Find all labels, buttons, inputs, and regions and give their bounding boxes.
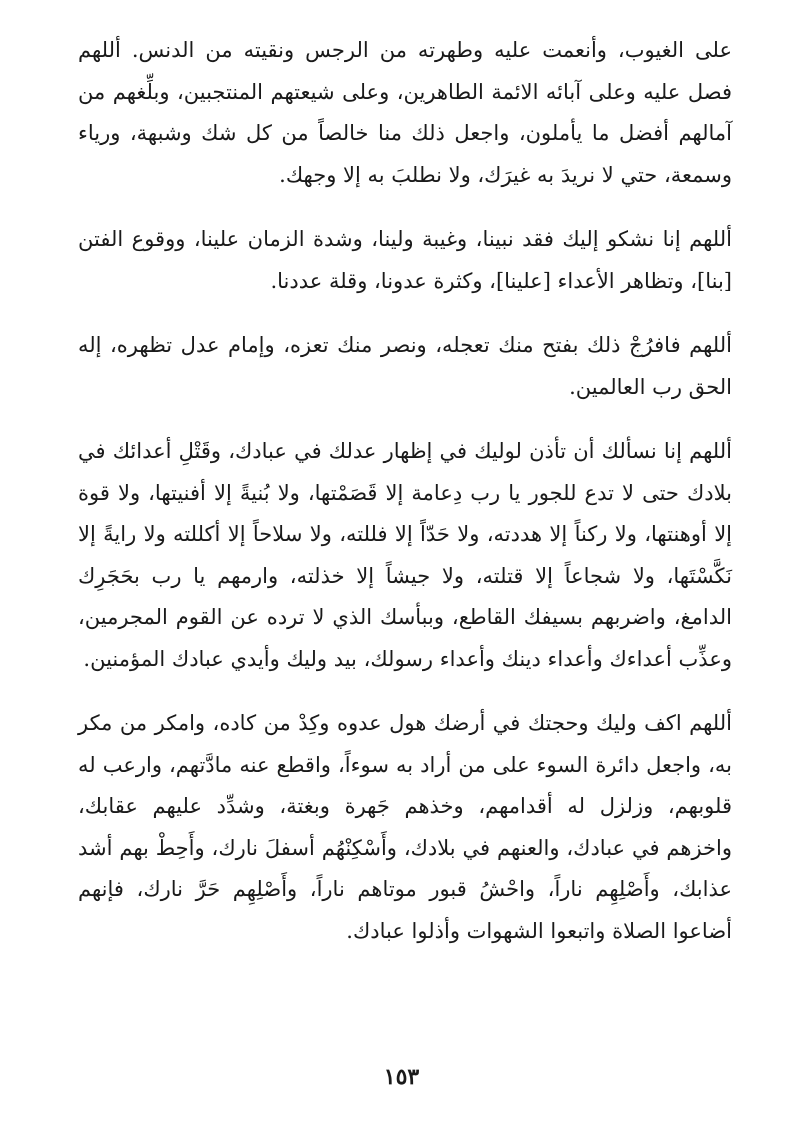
paragraph-3: أللهم فافرُجْ ذلك بفتح منك تعجله، ونصر منك تعزه، وإمام عدل تظهره، إله الحق رب العالمين.	[78, 333, 732, 399]
paragraph-1: على الغيوب، وأنعمت عليه وطهرته من الرجس ونقيته من الدنس. أللهم فصل عليه وعلى آبائه الائمة الطاهرين، وعلى شيعتهم المنتجبين، وبلِّغهم من آمالهم أفضل ما يأملون، واجعل ذلك منا خالصاً من كل شك وشبهة، ورياء وسمعة، حتي لا نريدَ به غيرَك، ولا نطلبَ به إلا وجهك.	[78, 38, 732, 187]
paragraph-5: أللهم اكف وليك وحجتك في أرضك هول عدوه وكِدْ من كاده، وامكر من مكر به، واجعل دائرة السوء على من أراد به سوءاً، واقطع عنه مادَّتهم، وارعب له قلوبهم، وزلزل له أقدامهم، وخذهم جَهرة وبغتة، وشدِّد عليهم عقابك، واخزهم في عبادك، والعنهم في بلادك، وأَسْكِنْهُم أسفلَ نارك، وأَحِطْ بهم أشد عذابك، وأَصْلِهِم ناراً، واحْشُ قبور موتاهم ناراً، وأَصْلِهِم حَرَّ نارك، فإنهم أضاعوا الصلاة واتبعوا الشهوات وأذلوا عبادك.	[78, 711, 732, 943]
page-body	[78, 30, 732, 975]
paragraph-2: أللهم إنا نشكو إليك فقد نبينا، وغيبة ولينا، وشدة الزمان علينا، ووقوع الفتن [بنا]، وتظاهر الأعداء [علينا]، وكثرة عدونا، وقلة عددنا.	[78, 227, 732, 293]
paragraph-4: أللهم إنا نسألك أن تأذن لوليك في إظهار عدلك في عبادك، وقَتْلِ أعدائك في بلادك حتى لا تدع للجور يا رب دِعامة إلا قَصَمْتها، ولا بُنيةً إلا أفنيتها، ولا قوة إلا أوهنتها، ولا ركناً إلا هددته، ولا حَدّاً إلا فللته، ولا سلاحاً إلا أكللته ولا رايةً إلا نَكَّسْتَها، ولا شجاعاً إلا قتلته، ولا جيشاً إلا خذلته، وارمهم يا رب بحَجَرِك الدامغ، واضربهم بسيفك القاطع، وببأسك الذي لا ترده عن القوم المجرمين، وعذِّب أعداءك وأعداء دينك وأعداء رسولك، بيد وليك وأيدي عبادك المؤمنين.	[78, 439, 732, 671]
page-number: ١٥٣	[383, 1064, 420, 1090]
